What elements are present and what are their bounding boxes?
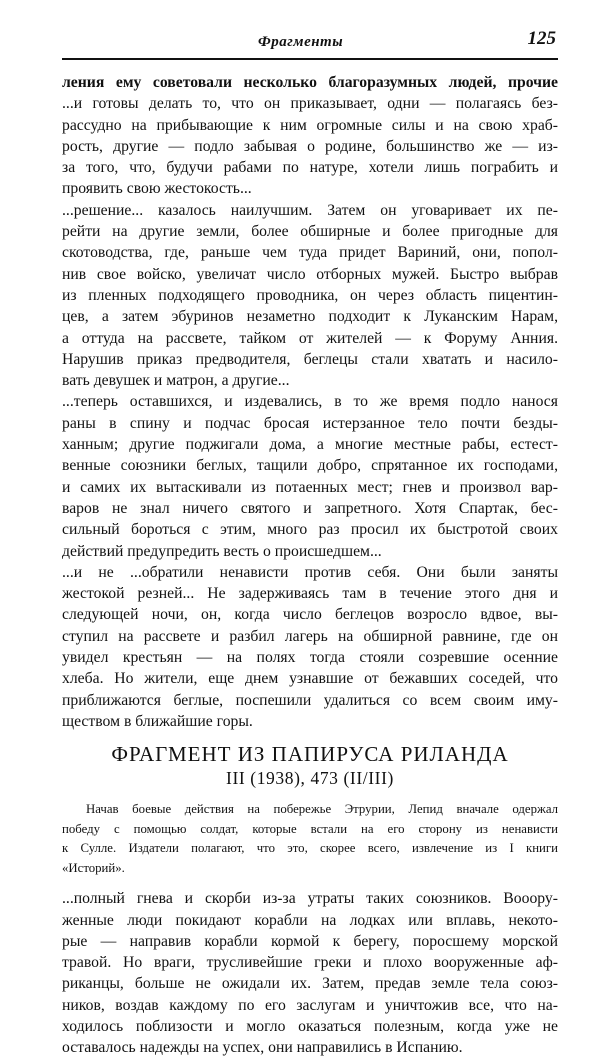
text-line: следующей ночи, он, когда число беглецов возросло вдвое, вы- — [62, 606, 558, 624]
text-line: хлеба. Но жители, еще днем узнавшие от бежавших соседей, что — [62, 670, 558, 688]
text-line: ...и не ...обратили ненависти против себя. Они были заняты — [62, 563, 558, 581]
main-text — [62, 72, 558, 732]
text-line: ществом в ближайшие горы. — [62, 712, 253, 730]
text-line: действий предупредить весть о происшедшем... — [62, 542, 382, 560]
text-line: увидел крестьян — на полях тогда стояли созревшие осенние — [62, 649, 558, 667]
text-line: скотоводства, где, раньше чем туда придет Вариний, они, попол- — [62, 244, 558, 262]
text-line: нив свое войско, увеличат число отборных мужей. Быстро выбрав — [62, 265, 558, 283]
text-line: рость, другие — подло забывая о родине, большинство же — из- — [62, 137, 558, 155]
text-line: проявить свою жестокость... — [62, 180, 252, 198]
text-line: ...теперь оставшихся, и издевались, в то же время подло нанося — [62, 393, 558, 411]
editorial-note — [62, 800, 558, 878]
text-line: Начав боевые действия на побережье Этрурии, Лепид вначале одержал — [86, 802, 558, 817]
text-line: победу с помощью солдат, которые встали на его сторону из ненависти — [62, 821, 558, 836]
text-line: раны в спину и подчас бросая истерзанное тело почти безды- — [62, 414, 558, 432]
text-line: и самих их вытаскивали из потаенных мест; гнев и произвол вар- — [62, 478, 558, 496]
text-line: варов не знал ничего святого и запретного. Хотя Спартак, бес- — [62, 499, 558, 517]
text-line: ...и готовы делать то, что он приказывает, одни — полагаясь без- — [62, 95, 558, 113]
text-line: жестокой резней... Не задерживаясь там в течение этого дня и — [62, 585, 558, 603]
text-line: ...полный гнева и скорби из-за утраты таких союзников. Вооору- — [62, 890, 558, 908]
text-line: рые — направив корабли кормой к берегу, поросшему морской — [62, 932, 558, 950]
section-subheading: III (1938), 473 (II/III) — [226, 768, 394, 789]
papyrus-fragment-text — [62, 888, 558, 1058]
book-page — [62, 28, 558, 1059]
text-line: к Сулле. Издатели полагают, что это, скорее всего, извлечение из I книги — [62, 841, 558, 856]
text-line: цев, а затем эбуринов незаметно подходит к Луканским Нарам, — [62, 308, 558, 326]
text-line: ханным; другие поджигали дома, а многие местные рабы, естест- — [62, 436, 558, 454]
text-line: ходилось поблизости и могло оказаться полезным, когда уже не — [62, 1017, 558, 1035]
text-line: за того, что, будучи рабами по натуре, хотели лишь пограбить и — [62, 159, 558, 177]
text-line: ников, воздав каждому по его заслугам и уничтожив все, что на- — [62, 996, 558, 1014]
text-line: риканцы, больше не ожидали их. Затем, предав земле тела союз- — [62, 975, 558, 993]
text-line: вать девушек и матрон, а другие... — [62, 372, 290, 390]
page-header — [62, 28, 558, 60]
text-line: из пленных подходящего проводника, он через область пицентин- — [62, 286, 558, 304]
running-title: Фрагменты — [258, 34, 344, 50]
text-line: ступил на рассвете и разбил лагерь на обширной равнине, где он — [62, 627, 558, 645]
text-line: рейти на другие земли, более обширные и более пригодные для — [62, 223, 558, 241]
text-line: Нарушив приказ предводителя, беглецы стали хватать и насило- — [62, 350, 558, 368]
text-line: сильный бороться с этим, много раз просил их быстротой своих — [62, 521, 558, 539]
text-line: приближаются беглые, поспешили удалиться со всем своим иму- — [62, 691, 558, 709]
text-line: «Историй». — [62, 860, 125, 875]
section-heading: ФРАГМЕНТ ИЗ ПАПИРУСА РИЛАНДА — [111, 742, 509, 767]
text-line: женные люди покидают корабли на лодках или вплавь, некото- — [62, 911, 558, 929]
text-line: оставалось надежды на успех, они направились в Испанию. — [62, 1039, 463, 1057]
text-line: венные союзники беглых, тащили добро, спрятанное их господами, — [62, 457, 558, 475]
text-line: ...решение... казалось наилучшим. Затем он уговаривает их пе- — [62, 201, 558, 219]
text-line: а оттуда на рассвете, тайком от жителей — к Форуму Анния. — [62, 329, 558, 347]
text-line: ления ему советовали несколько благоразумных людей, прочие — [62, 74, 558, 91]
page-number: 125 — [527, 28, 556, 49]
text-line: травой. Но враги, трусливейшие греки и плохо вооруженные аф- — [62, 954, 558, 972]
text-line: рассудно на прибывающие к ним огромные силы и на свою храб- — [62, 116, 558, 134]
